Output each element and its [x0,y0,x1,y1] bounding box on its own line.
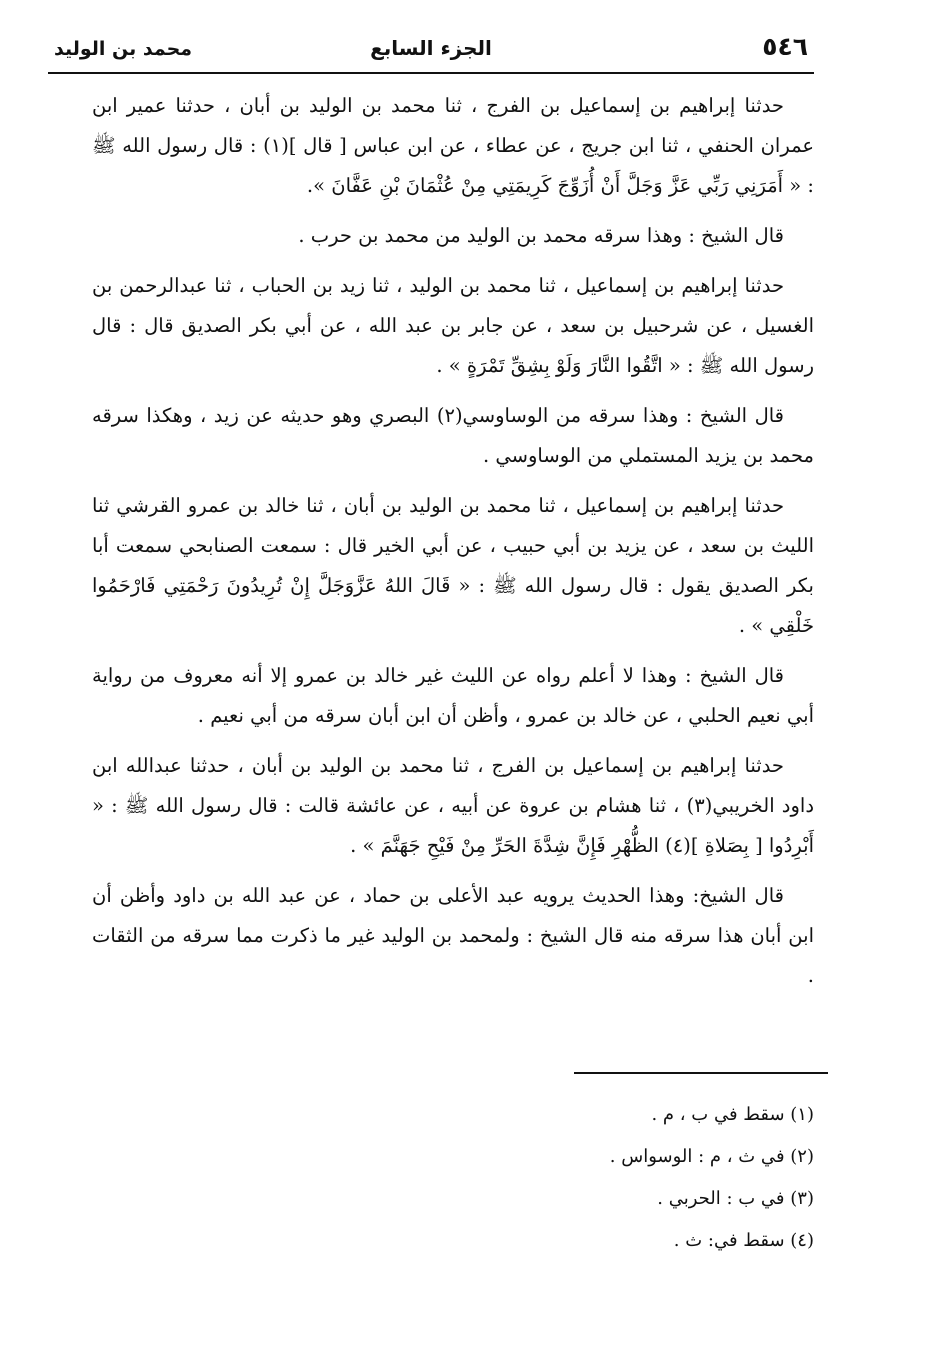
running-title: محمد بن الوليد [54,38,193,60]
paragraph-7: حدثنا إبراهيم بن إسماعيل بن الفرج ، ثنا محمد بن الوليد بن أبان ، حدثنا عبدالله ابن داود الخريبي(٣) ، ثنا هشام بن عروة عن أبيه ، عن عائشة قالت : قال رسول الله ﷺ : « أَبْرِدُوا [ بِصَلاةِ ](٤) الظُّهْرِ فَإِنَّ شِدَّةَ الحَرِّ مِنْ فَيْحِ جَهَنَّمَ » . [92,754,815,857]
paragraph-4: قال الشيخ : وهذا سرقه من الوساوسي(٢) البصري وهو حديثه عن زيد ، وهكذا سرقه محمد بن يزيد المستملي من الوساوسي . [92,404,814,467]
footnote-divider [574,1072,828,1074]
paragraph-6: قال الشيخ : وهذا لا أعلم رواه عن الليث غير خالد بن عمرو إلا أنه معروف من رواية أبي نعيم الحلبي ، عن خالد بن عمرو ، وأظن أن ابن أبان سرقه من أبي نعيم . [92,664,814,727]
footnote-2: (٢) في ث ، م : الوسواس . [609,1146,814,1167]
part-title: الجزء السابع [370,36,492,60]
paragraph-5: حدثنا إبراهيم بن إسماعيل ، ثنا محمد بن الوليد بن أبان ، ثنا خالد بن عمرو القرشي ثنا الليث بن سعد ، عن يزيد بن أبي حبيب ، عن أبي الخير قال : سمعت الصنابحي سمعت أبا بكر الصديق يقول : قال رسول الله ﷺ : « قَالَ اللهُ عَزَّوَجَلَّ إِنْ تُرِيدُونَ رَحْمَتِي فَارْحَمُوا خَلْقِي » . [92,494,814,637]
paragraph-1: حدثنا إبراهيم بن إسماعيل بن الفرج ، ثنا محمد بن الوليد بن أبان ، حدثنا عمير ابن عمران الحنفي ، ثنا ابن جريج ، عن عطاء ، عن ابن عباس [ قال ](١) : قال رسول الله ﷺ : « أَمَرَنِي رَبِّي عَزَّ وَجَلَّ أَنْ أُزَوِّجَ كَرِيمَتِي مِنْ عُثْمَانَ بْنِ عَفَّانَ ». [92,94,814,197]
footnotes [414,1094,814,1262]
page-number: ٥٤٦ [762,32,808,61]
page-header [48,30,814,74]
paragraph-8: قال الشيخ: وهذا الحديث يرويه عبد الأعلى بن حماد ، عن عبد الله بن داود وأظن أن ابن أبان هذا سرقه منه قال الشيخ : ولمحمد بن الوليد غير ما ذكرت مما سرقه من الثقات . [92,884,814,987]
main-text [92,86,814,1006]
paragraph-2: قال الشيخ : وهذا سرقه محمد بن الوليد من محمد بن حرب . [298,224,784,247]
paragraph-3: حدثنا إبراهيم بن إسماعيل ، ثنا محمد بن الوليد ، ثنا زيد بن الحباب ، ثنا عبدالرحمن بن الغسيل ، عن شرحبيل بن سعد ، عن جابر بن عبد الله ، عن أبي بكر الصديق قال : قال رسول الله ﷺ : « اتَّقُوا النَّارَ وَلَوْ بِشِقِّ تَمْرَةٍ » . [92,274,814,377]
footnote-1: (١) سقط في ب ، م . [651,1104,814,1125]
footnote-3: (٣) في ب : الحربي . [657,1188,814,1209]
footnote-4: (٤) سقط في: ث . [673,1230,814,1251]
